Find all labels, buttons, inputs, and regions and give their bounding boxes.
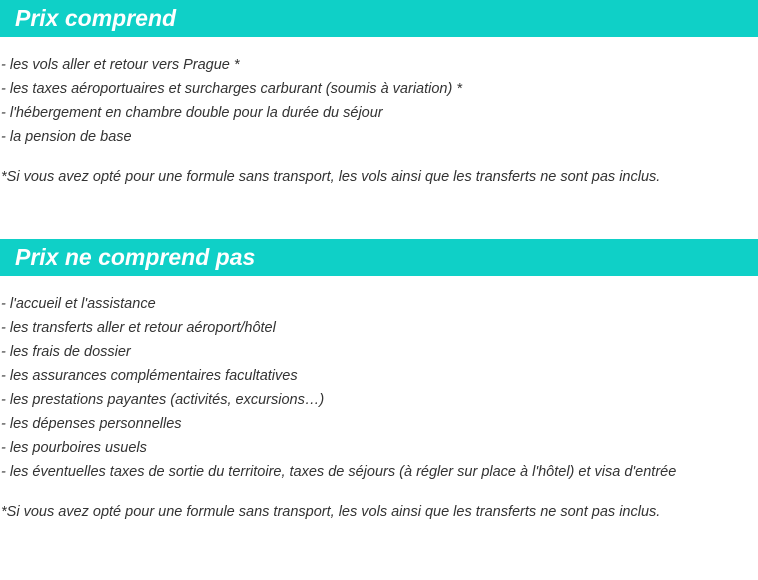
list-item: - la pension de base	[1, 129, 132, 145]
price-excludes-header	[0, 239, 758, 276]
price-includes-header	[0, 0, 758, 37]
list-item: - les vols aller et retour vers Prague *	[1, 57, 240, 73]
list-item: - les dépenses personnelles	[1, 416, 182, 432]
price-includes-title: Prix comprend	[15, 5, 177, 31]
price-excludes-note: *Si vous avez opté pour une formule sans transport, les vols ainsi que les transferts ne sont pas inclus.	[1, 504, 661, 520]
list-item: - les taxes aéroportuaires et surcharges carburant (soumis à variation) *	[1, 81, 462, 97]
list-item: - les pourboires usuels	[1, 440, 147, 456]
list-item: - les prestations payantes (activités, excursions…)	[1, 392, 325, 408]
list-item: - l'hébergement en chambre double pour la durée du séjour	[1, 105, 383, 121]
list-item: - les transferts aller et retour aéroport/hôtel	[1, 320, 276, 336]
list-item: - l'accueil et l'assistance	[1, 296, 156, 312]
list-item: - les éventuelles taxes de sortie du territoire, taxes de séjours (à régler sur place à l'hôtel) et visa d'entrée	[1, 464, 677, 480]
list-item: - les frais de dossier	[1, 344, 131, 360]
price-includes-list	[1, 53, 462, 149]
list-item: - les assurances complémentaires facultatives	[1, 368, 298, 384]
price-excludes-list	[1, 292, 676, 484]
price-excludes-title: Prix ne comprend pas	[15, 244, 256, 270]
price-includes-note: *Si vous avez opté pour une formule sans transport, les vols ainsi que les transferts ne sont pas inclus.	[1, 169, 661, 185]
